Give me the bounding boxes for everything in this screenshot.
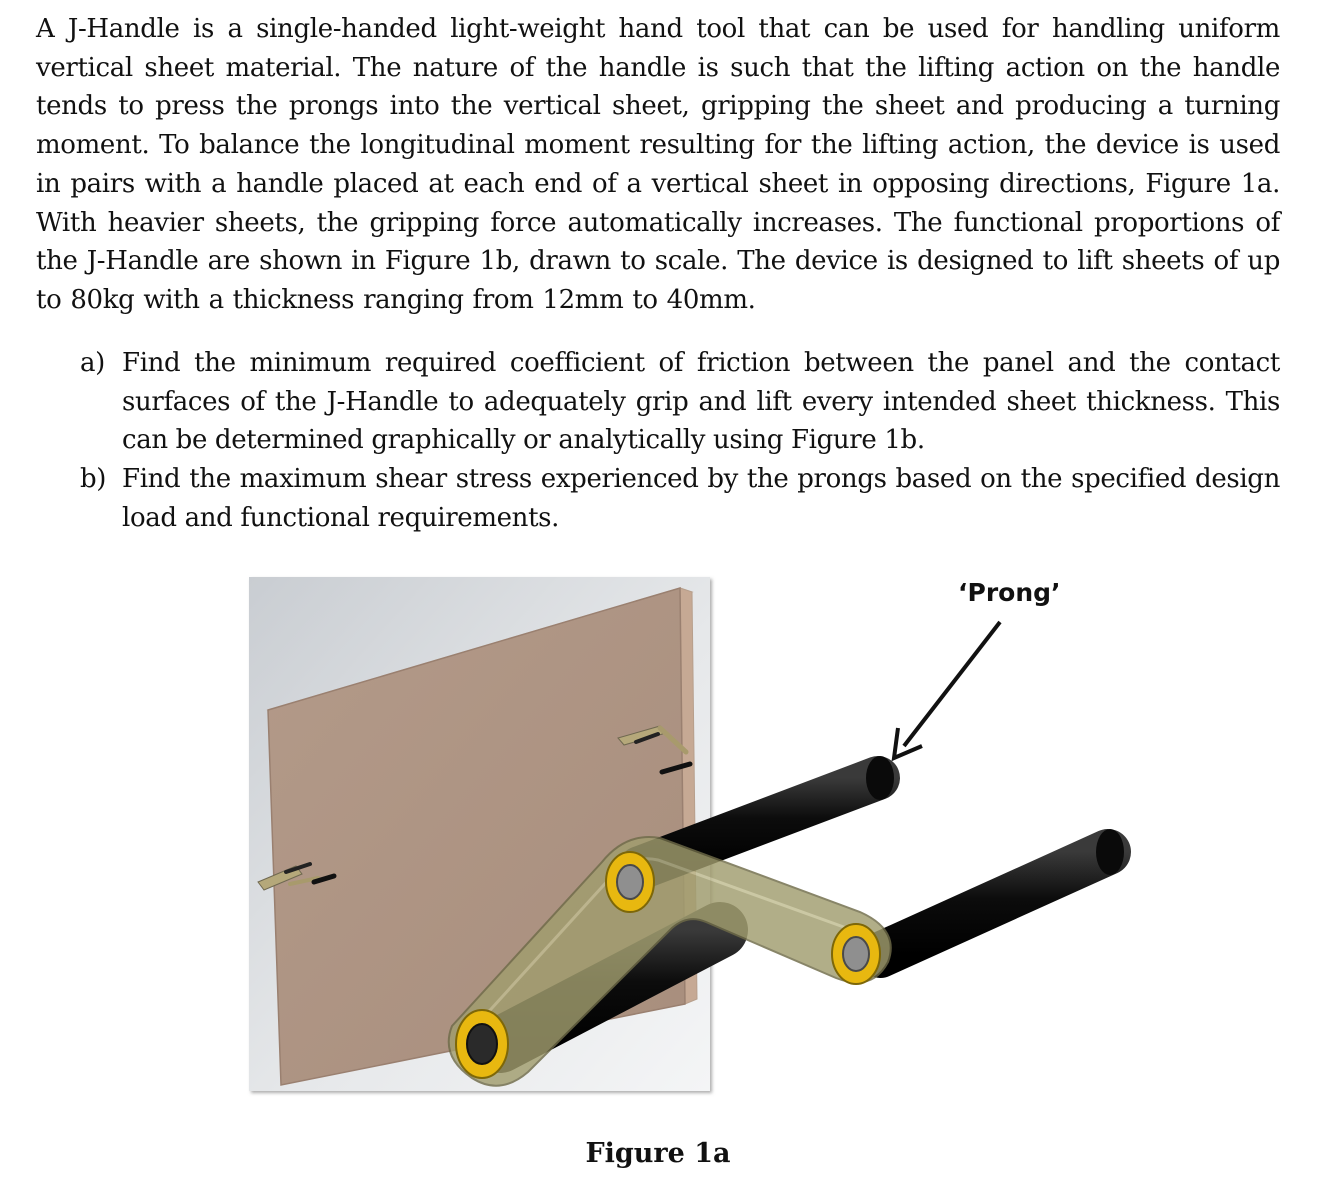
pivot-bushing-upper bbox=[606, 852, 654, 912]
question-a-text: Find the minimum required coefficient of friction between the panel and the contact surfaces of the J-Handle to adequately grip and lift every intended sheet thickness. This can be determined graphically or analytically using Figure 1b. bbox=[122, 348, 1280, 456]
prong-arrow bbox=[894, 622, 1000, 758]
figure-caption: Figure 1a bbox=[585, 1138, 731, 1169]
pivot-bushing-right bbox=[832, 924, 880, 984]
question-a-marker: a) bbox=[80, 348, 105, 378]
question-list bbox=[36, 344, 1280, 538]
question-b-marker: b) bbox=[80, 464, 107, 495]
pivot-bushing-lower bbox=[456, 1010, 508, 1078]
figure-1a-illustration bbox=[246, 574, 1136, 1104]
prong-label: ‘Prong’ bbox=[958, 578, 1061, 607]
question-b bbox=[36, 460, 1280, 537]
prong-right bbox=[880, 829, 1124, 955]
question-b-text: Find the maximum shear stress experienced by the prongs based on the specified design load and functional requirements. bbox=[122, 464, 1280, 533]
question-a bbox=[36, 344, 1280, 460]
intro-paragraph: A J-Handle is a single-handed light-weight hand tool that can be used for handling uniform vertical sheet material. The nature of the handle is such that the lifting action on the handle tends to press the prongs into the vertical sheet, gripping the sheet and producing a turning moment. To balance the longitudinal moment resulting for the lifting action, the device is used in pairs with a handle placed at each end of a vertical sheet in opposing directions, Figure 1a. With heavier sheets, the gripping force automatically increases. The functional proportions of the J-Handle are shown in Figure 1b, drawn to scale. The device is designed to lift sheets of up to 80kg with a thickness ranging from 12mm to 40mm. bbox=[36, 14, 1280, 315]
figure-1a bbox=[246, 574, 1136, 1104]
